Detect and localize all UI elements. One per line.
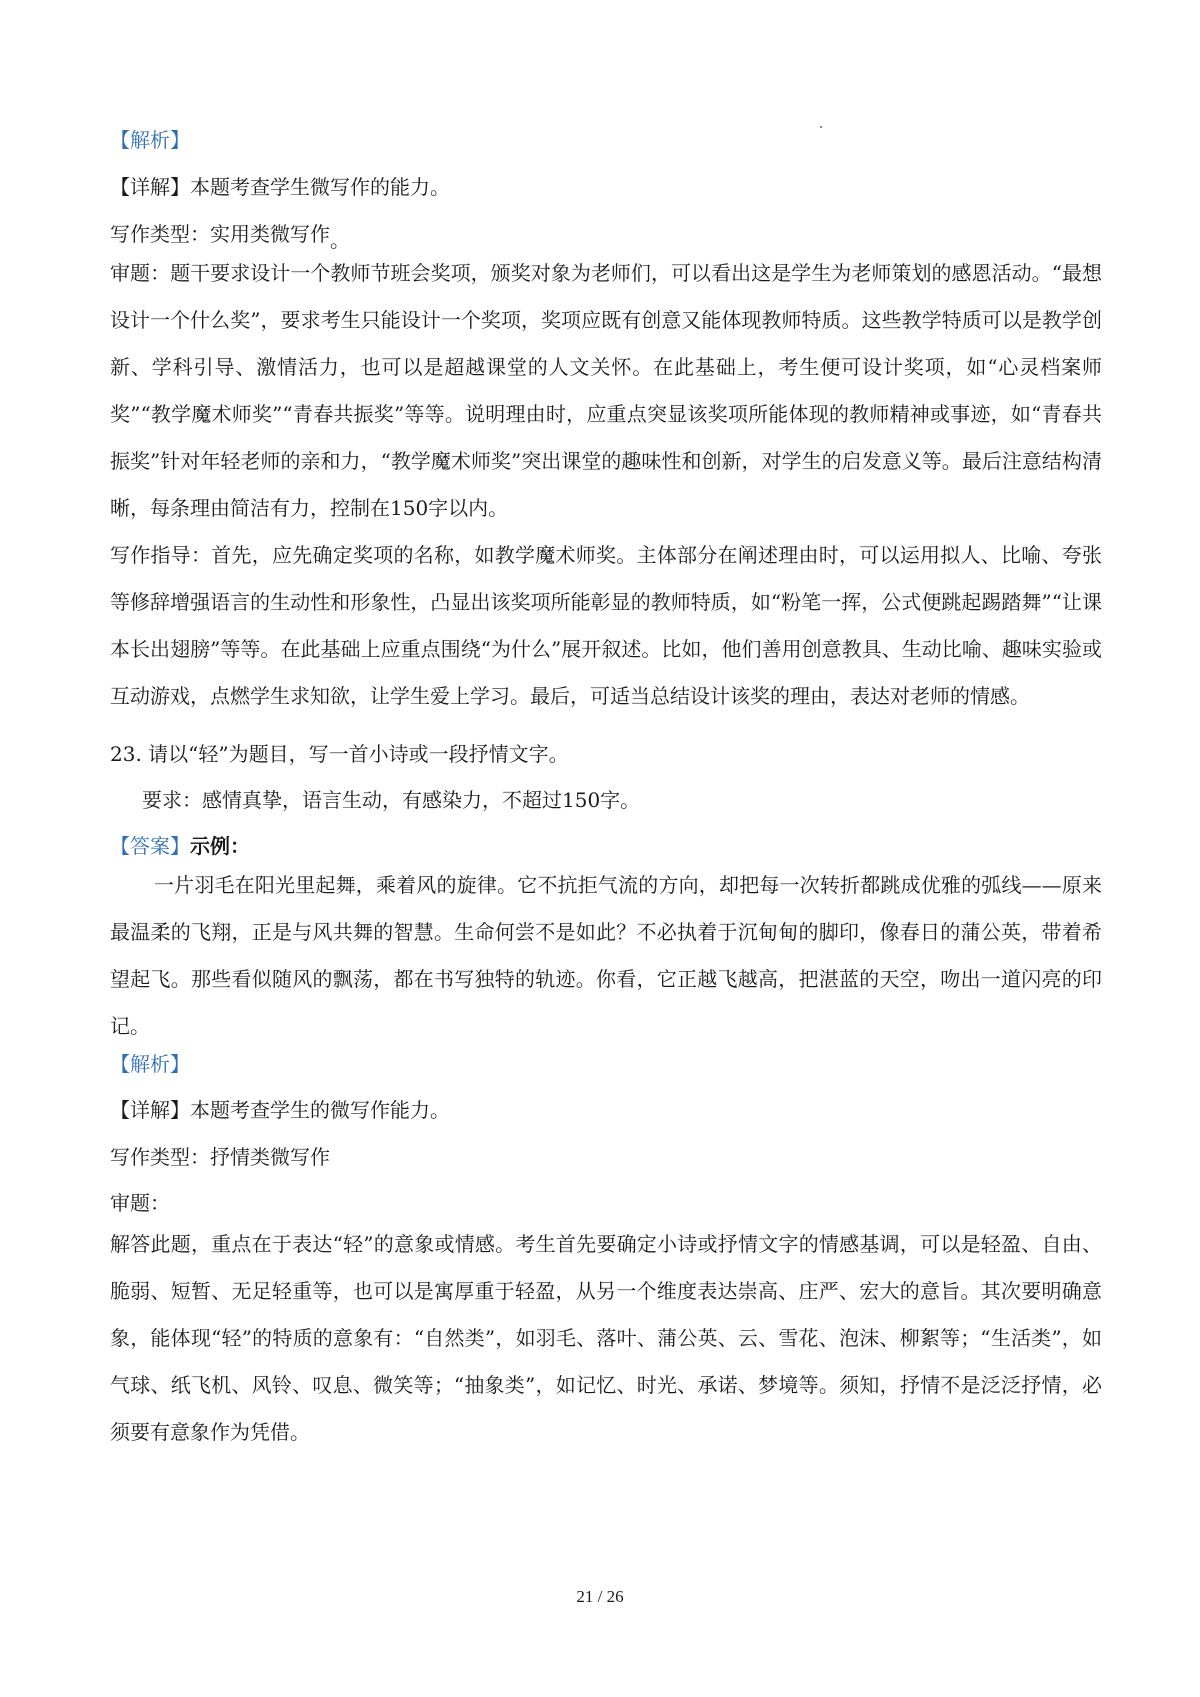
question-23-requirement: 要求：感情真挚，语言生动，有感染力，不超过150字。 xyxy=(142,788,641,812)
analysis-paragraph: 解答此题，重点在于表达“轻”的意象或情感。考生首先要确定小诗或抒情文字的情感基调，可以是轻盈、自由、脆弱、短暂、无足轻重等，也可以是寓厚重于轻盈，从另一个维度表达崇高、庄严、宏大的意旨。其次要明确意象，能体现“轻”的特质的意象有：“自然类”，如羽毛、落叶、蒲公英、云、雪花、泡沫、柳絮等；“生活类”，如气球、纸飞机、风铃、叹息、微笑等；“抽象类”，如记忆、时光、承诺、梦境等。须知，抒情不是泛泛抒情，必须要有意象作为凭借。 xyxy=(110,1232,1102,1444)
analysis-label: 【解析】 xyxy=(110,128,190,152)
answer-label: 【答案】 xyxy=(110,834,190,858)
question-23-prompt: 23. 请以“轻”为题目，写一首小诗或一段抒情文字。 xyxy=(110,742,569,766)
detail-explanation-2: 【详解】本题考查学生的微写作能力。 xyxy=(110,1098,450,1122)
topic-review-label: 审题： xyxy=(110,1191,170,1215)
page-number: 21 / 26 xyxy=(576,1587,624,1606)
scan-speck xyxy=(820,126,822,128)
answer-example-text: 一片羽毛在阳光里起舞，乘着风的旋律。它不抗拒气流的方向，却把每一次转折都跳成优雅的弧线——原来最温柔的飞翔，正是与风共舞的智慧。生命何尝不是如此？不必执着于沉甸甸的脚印，像春日的蒲公英，带着希望起飞。那些看似随风的飘荡，都在书写独特的轨迹。你看，它正越飞越高，把湛蓝的天空，吻出一道闪亮的印记。 xyxy=(110,873,1102,1038)
writing-type-text: 写作类型：实用类微写作 xyxy=(110,222,330,246)
answer-example-label: 示例： xyxy=(190,834,250,858)
topic-review-paragraph: 审题：题干要求设计一个教师节班会奖项，颁奖对象为老师们，可以看出这是学生为老师策划的感恩活动。“最想设计一个什么奖”，要求考生只能设计一个奖项，奖项应既有创意又能体现教师特质。这些教学特质可以是教学创新、学科引导、激情活力，也可以是超越课堂的人文关怀。在此基础上，考生便可设计奖项，如“心灵档案师奖”“教学魔术师奖”“青春共振奖”等等。说明理由时，应重点突显该奖项所能体现的教师精神或事迹，如“青春共振奖”针对年轻老师的亲和力，“教学魔术师奖”突出课堂的趣味性和创新，对学生的启发意义等。最后注意结构清晰，每条理由简洁有力，控制在150字以内。 xyxy=(110,261,1102,520)
writing-type xyxy=(110,220,350,252)
detail-explanation: 【详解】本题考查学生微写作的能力。 xyxy=(110,175,450,199)
writing-type-tail: 。 xyxy=(330,228,350,252)
analysis-label-2: 【解析】 xyxy=(110,1052,190,1076)
answer-heading xyxy=(110,832,250,860)
writing-type-2: 写作类型：抒情类微写作 xyxy=(110,1145,330,1169)
writing-guide-paragraph: 写作指导：首先，应先确定奖项的名称，如教学魔术师奖。主体部分在阐述理由时，可以运用拟人、比喻、夸张等修辞增强语言的生动性和形象性，凸显出该奖项所能彰显的教师特质，如“粉笔一挥，公式便跳起踢踏舞”“让课本长出翅膀”等等。在此基础上应重点围绕“为什么”展开叙述。比如，他们善用创意教具、生动比喻、趣味实验或互动游戏，点燃学生求知欲，让学生爱上学习。最后，可适当总结设计该奖的理由，表达对老师的情感。 xyxy=(110,543,1102,708)
